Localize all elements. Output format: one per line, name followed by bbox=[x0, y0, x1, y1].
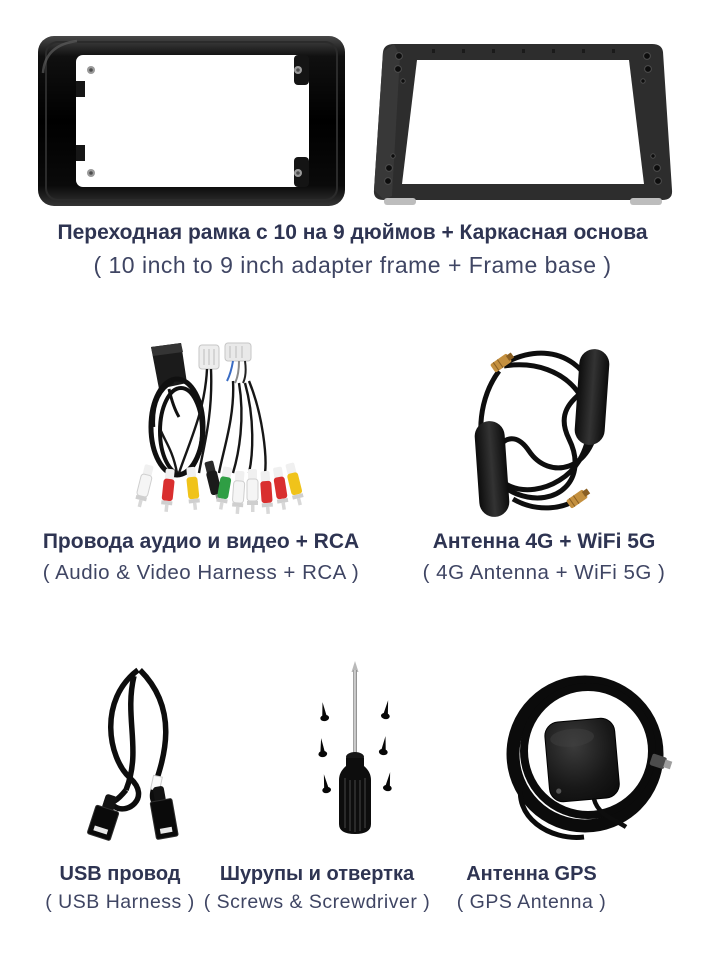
frames-caption bbox=[0, 221, 705, 279]
harness-caption bbox=[15, 530, 387, 585]
antenna-bar-left bbox=[474, 420, 511, 518]
screws-screwdriver-photo bbox=[287, 656, 424, 842]
screws-caption-ru: Шурупы и отвертка bbox=[219, 863, 415, 885]
gps-caption-ru: Антенна GPS bbox=[466, 863, 597, 885]
av-harness bbox=[134, 343, 306, 514]
antenna-4g-photo bbox=[447, 329, 637, 522]
harness-caption-ru: Провода аудио и видео + RCA bbox=[42, 530, 360, 553]
usb-caption-ru: USB провод bbox=[59, 863, 181, 885]
av-harness-photo bbox=[121, 331, 308, 522]
screwdriver bbox=[339, 661, 371, 834]
antenna-4g-caption bbox=[398, 530, 690, 585]
antenna-4g-caption-en: ( 4G Antenna + WiFi 5G ) bbox=[422, 561, 666, 584]
gps-antenna-photo bbox=[494, 659, 676, 846]
harness-caption-en: ( Audio & Video Harness + RCA ) bbox=[42, 561, 360, 584]
frame-base bbox=[374, 44, 672, 205]
antenna-4g bbox=[474, 348, 611, 518]
usb-caption bbox=[10, 863, 230, 914]
screws-caption-en: ( Screws & Screwdriver ) bbox=[203, 891, 431, 913]
antenna-bar-right bbox=[574, 348, 611, 446]
frames-caption-en: ( 10 inch to 9 inch adapter frame + Frame base ) bbox=[93, 252, 612, 278]
antenna-4g-caption-ru: Антенна 4G + WiFi 5G bbox=[432, 530, 656, 553]
usb-caption-en: ( USB Harness ) bbox=[45, 891, 195, 913]
frame-base-photo bbox=[372, 40, 674, 210]
gps-caption-en: ( GPS Antenna ) bbox=[456, 891, 607, 913]
frames-caption-ru: Переходная рамка с 10 на 9 дюймов + Каркасная основа bbox=[57, 221, 648, 244]
usb-harness-photo bbox=[68, 658, 216, 846]
wire-connector bbox=[199, 343, 251, 369]
usb-harness bbox=[87, 670, 178, 841]
gps-antenna bbox=[513, 682, 673, 837]
adapter-frame-photo bbox=[35, 33, 348, 209]
gps-caption bbox=[424, 863, 639, 914]
gps-puck bbox=[544, 717, 621, 803]
adapter-frame bbox=[38, 36, 345, 206]
screws-caption bbox=[200, 863, 434, 914]
